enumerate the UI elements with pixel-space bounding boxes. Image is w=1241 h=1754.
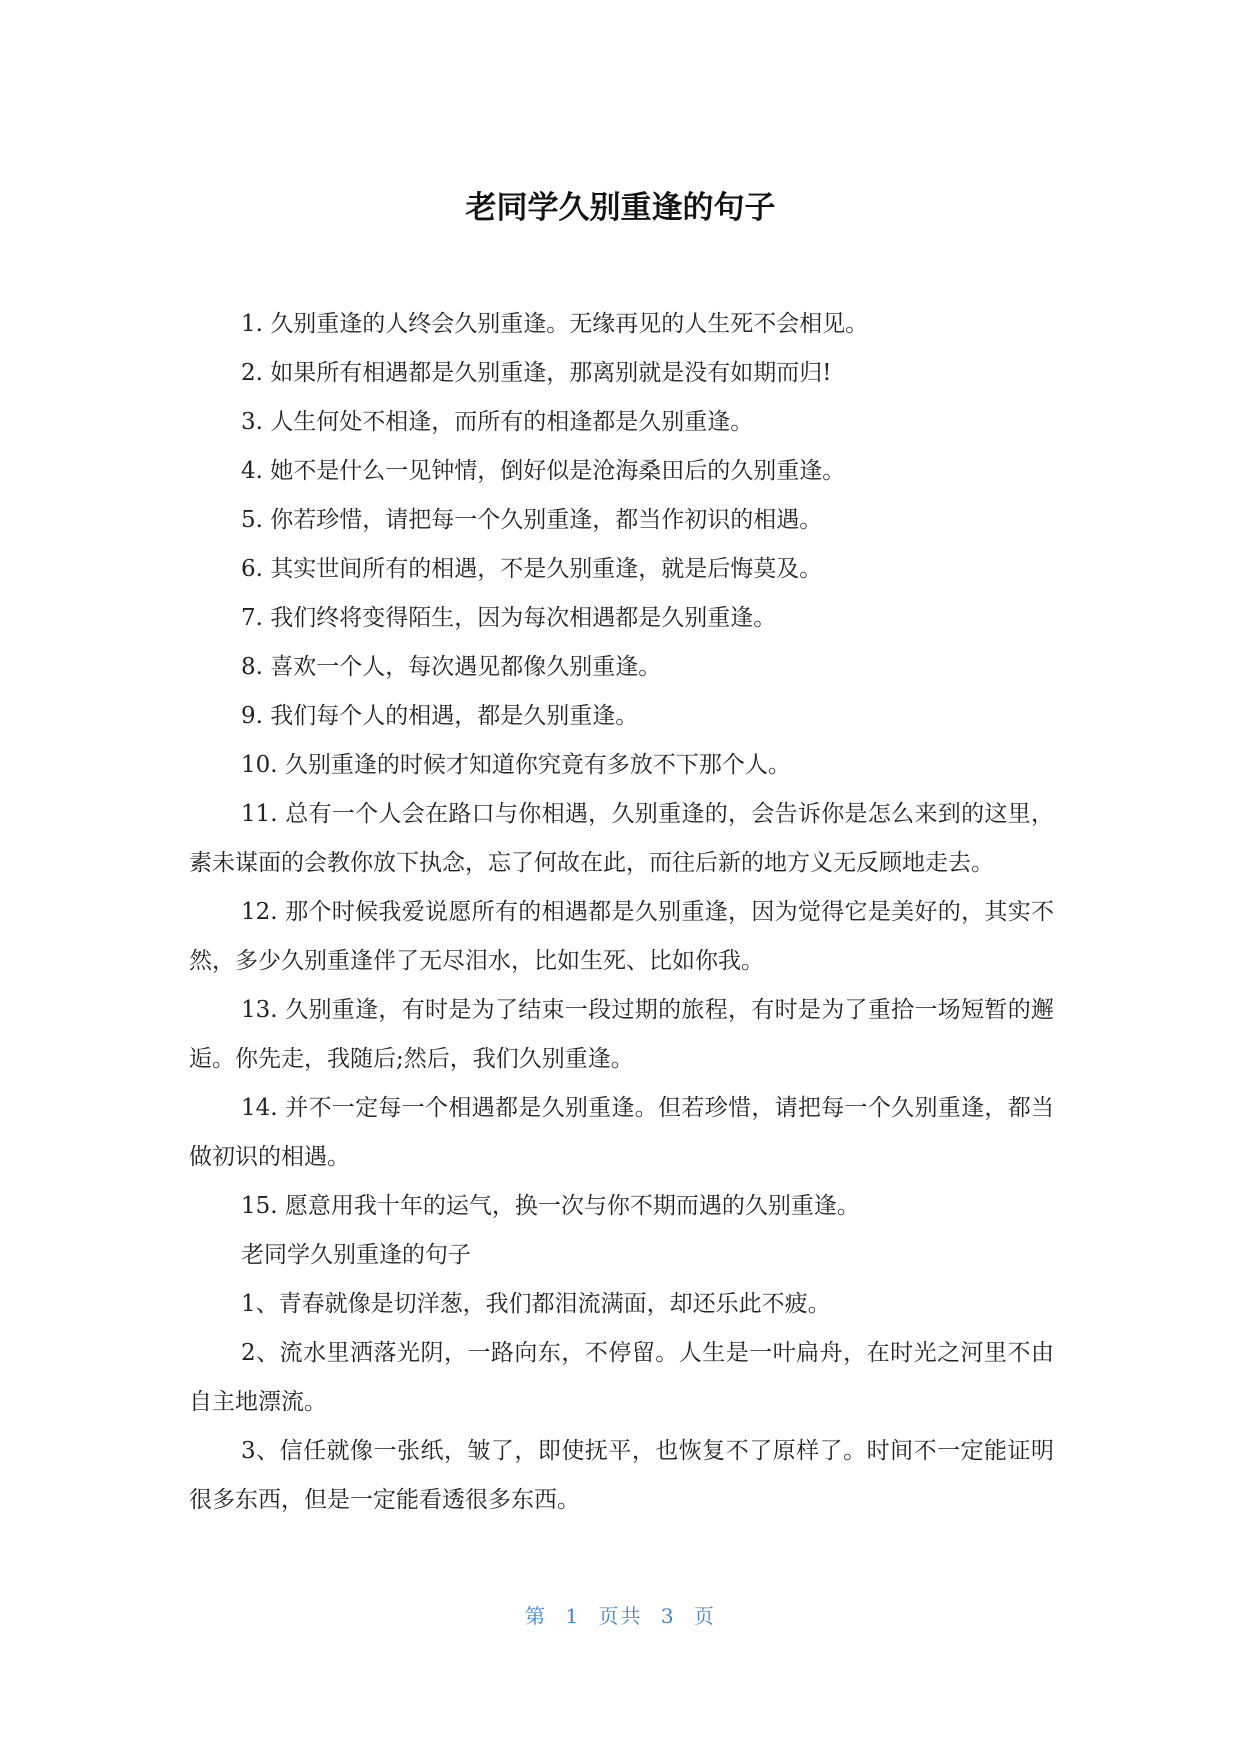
paragraph-9: 9. 我们每个人的相遇，都是久别重逢。 [241, 703, 639, 729]
paragraph-11: 11. 总有一个人会在路口与你相遇，久别重逢的，会告诉你是怎么来到的这里，素未谋面的会教你放下执念，忘了何故在此，而往后新的地方义无反顾地走去。 [189, 801, 1054, 876]
section-heading: 老同学久别重逢的句子 [241, 1242, 471, 1268]
paragraph-17: 2、流水里洒落光阴，一路向东，不停留。人生是一叶扁舟，在时光之河里不由自主地漂流。 [189, 1340, 1054, 1415]
paragraph-3: 3. 人生何处不相逢，而所有的相逢都是久别重逢。 [241, 409, 754, 435]
document-body [189, 300, 1054, 1525]
paragraph-14: 14. 并不一定每一个相遇都是久别重逢。但若珍惜，请把每一个久别重逢，都当做初识的相遇。 [189, 1095, 1054, 1170]
paragraph-8: 8. 喜欢一个人，每次遇见都像久别重逢。 [241, 654, 662, 680]
paragraph-1: 1. 久别重逢的人终会久别重逢。无缘再见的人生死不会相见。 [241, 311, 869, 337]
paragraph-12: 12. 那个时候我爱说愿所有的相遇都是久别重逢，因为觉得它是美好的，其实不然，多少久别重逢伴了无尽泪水，比如生死、比如你我。 [189, 899, 1054, 974]
paragraph-18: 3、信任就像一张纸，皱了，即使抚平，也恢复不了原样了。时间不一定能证明很多东西，但是一定能看透很多东西。 [189, 1438, 1054, 1513]
paragraph-6: 6. 其实世间所有的相遇，不是久别重逢，就是后悔莫及。 [241, 556, 823, 582]
paragraph-15: 15. 愿意用我十年的运气，换一次与你不期而遇的久别重逢。 [241, 1193, 860, 1219]
paragraph-7: 7. 我们终将变得陌生，因为每次相遇都是久别重逢。 [241, 605, 777, 631]
paragraph-2: 2. 如果所有相遇都是久别重逢，那离别就是没有如期而归! [241, 360, 832, 386]
paragraph-16: 1、青春就像是切洋葱，我们都泪流满面，却还乐此不疲。 [241, 1291, 831, 1317]
paragraph-4: 4. 她不是什么一见钟情，倒好似是沧海桑田后的久别重逢。 [241, 458, 846, 484]
paragraph-13: 13. 久别重逢，有时是为了结束一段过期的旅程，有时是为了重拾一场短暂的邂逅。你先走，我随后;然后，我们久别重逢。 [189, 997, 1054, 1072]
paragraph-10: 10. 久别重逢的时候才知道你究竟有多放不下那个人。 [241, 752, 791, 778]
page-number-footer: 第 1 页共 3 页 [525, 1604, 716, 1628]
paragraph-5: 5. 你若珍惜，请把每一个久别重逢，都当作初识的相遇。 [241, 507, 823, 533]
document-title: 老同学久别重逢的句子 [465, 190, 776, 226]
